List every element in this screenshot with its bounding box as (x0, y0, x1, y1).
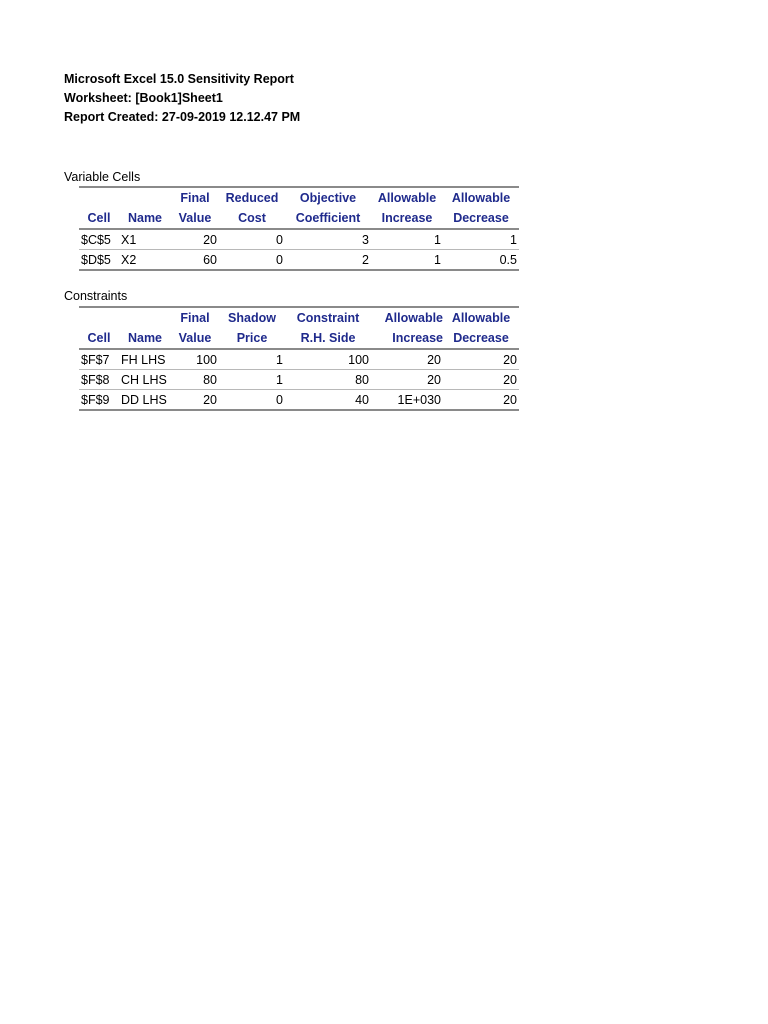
table-row (79, 390, 519, 411)
column-header: Increase (371, 328, 443, 349)
variable-cells-table (79, 186, 519, 271)
cell-ref: $C$5 (79, 229, 119, 250)
cell-name: DD LHS (119, 390, 171, 411)
final-value: 60 (171, 250, 219, 271)
column-header: Coefficient (285, 208, 371, 229)
reduced-cost: 0 (219, 250, 285, 271)
shadow-price: 1 (219, 349, 285, 370)
column-header: Allowable (443, 187, 519, 208)
column-header: Increase (371, 208, 443, 229)
column-header (119, 307, 171, 328)
column-header: Allowable (443, 307, 519, 328)
allowable-decrease: 20 (443, 390, 519, 411)
allowable-decrease: 0.5 (443, 250, 519, 271)
column-header: Final (171, 307, 219, 328)
column-header: Cell (79, 328, 119, 349)
constraints-table (79, 306, 519, 411)
allowable-increase: 1 (371, 250, 443, 271)
column-header (79, 307, 119, 328)
shadow-price: 0 (219, 390, 285, 411)
table-header-row (79, 208, 519, 229)
table-row (79, 349, 519, 370)
cell-name: X1 (119, 229, 171, 250)
column-header: Decrease (443, 208, 519, 229)
report-header (64, 70, 300, 127)
constraint-rhs: 100 (285, 349, 371, 370)
allowable-increase: 1 (371, 229, 443, 250)
column-header: Allowable (371, 307, 443, 328)
reduced-cost: 0 (219, 229, 285, 250)
final-value: 20 (171, 229, 219, 250)
allowable-increase: 20 (371, 349, 443, 370)
table-row (79, 250, 519, 271)
constraint-rhs: 40 (285, 390, 371, 411)
column-header: Cell (79, 208, 119, 229)
column-header: R.H. Side (285, 328, 371, 349)
objective-coefficient: 3 (285, 229, 371, 250)
shadow-price: 1 (219, 370, 285, 390)
final-value: 20 (171, 390, 219, 411)
table-header-row (79, 187, 519, 208)
allowable-decrease: 20 (443, 349, 519, 370)
table-header-row (79, 328, 519, 349)
column-header: Allowable (371, 187, 443, 208)
cell-ref: $F$9 (79, 390, 119, 411)
allowable-increase: 20 (371, 370, 443, 390)
column-header (79, 187, 119, 208)
report-title: Microsoft Excel 15.0 Sensitivity Report (64, 72, 294, 86)
column-header: Value (171, 328, 219, 349)
report-created-line: Report Created: 27-09-2019 12.12.47 PM (64, 110, 301, 124)
table-row (79, 370, 519, 390)
column-header: Price (219, 328, 285, 349)
constraints-title: Constraints (64, 289, 128, 303)
column-header: Final (171, 187, 219, 208)
table-row (79, 229, 519, 250)
column-header (119, 187, 171, 208)
table-header-row (79, 307, 519, 328)
column-header: Constraint (285, 307, 371, 328)
column-header: Value (171, 208, 219, 229)
cell-name: CH LHS (119, 370, 171, 390)
allowable-decrease: 1 (443, 229, 519, 250)
cell-name: FH LHS (119, 349, 171, 370)
column-header: Decrease (443, 328, 519, 349)
column-header: Name (119, 328, 171, 349)
column-header: Shadow (219, 307, 285, 328)
column-header: Cost (219, 208, 285, 229)
cell-ref: $F$8 (79, 370, 119, 390)
variable-cells-title: Variable Cells (64, 170, 141, 184)
final-value: 100 (171, 349, 219, 370)
column-header: Name (119, 208, 171, 229)
constraint-rhs: 80 (285, 370, 371, 390)
objective-coefficient: 2 (285, 250, 371, 271)
column-header: Objective (285, 187, 371, 208)
allowable-increase: 1E+030 (371, 390, 443, 411)
allowable-decrease: 20 (443, 370, 519, 390)
cell-ref: $F$7 (79, 349, 119, 370)
cell-ref: $D$5 (79, 250, 119, 271)
final-value: 80 (171, 370, 219, 390)
worksheet-line: Worksheet: [Book1]Sheet1 (64, 91, 223, 105)
column-header: Reduced (219, 187, 285, 208)
cell-name: X2 (119, 250, 171, 271)
